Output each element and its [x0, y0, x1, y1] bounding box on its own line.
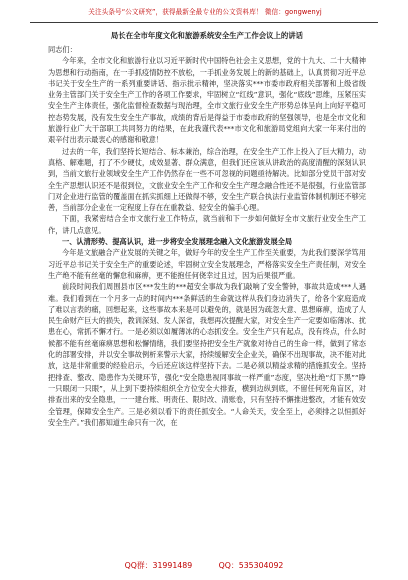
header-divider — [30, 22, 378, 23]
document-body — [48, 24, 366, 428]
contact-footer — [0, 560, 408, 571]
paragraph: 今年是文旅融合产业发展的关键之年，做好今年的安全生产工作至关重要，为此我们要深学笃用习近平总书记关于安全生产的重要论述，牢固树立安全发展理念，严格落实安全生产责任制，对安全生产绝不能有丝毫的懈怠和麻痹，更不能抱任何侥幸过且过，因为后果很严重。 — [48, 248, 366, 280]
document-title: 局长在全市年度文化和旅游系统安全生产工作会议上的讲话 — [110, 31, 304, 40]
paragraph: 今年来，全市文化和旅游行业以习近平新时代中国特色社会主义思想，党的十九大、二十大精神为思想和行动指南，在一手抓疫情防控不放松，一手抓业务发展上的新的基础上，认真贯彻习近平总书记关于安全生产的一系列重要讲话、指示批示精神，坚决落实***市委市政府相关部署和上级省级业务主管部门关于安全生产工作的各项工作要求，牢固树立“红线”意识，强化“底线”思维，压紧压实安全生产主体责任，强化监督检查数据与现治理，全市文旅行业安全生产形势总体呈向上向好平稳可控态势发展，没有发生安全生产事故，成绩的背后是得益于市委市政府的坚强领导，也是全市文化和旅游行业广大干部职工共同努力的结果，在此我谨代表***市文化和旅游局党组向大家一年来付出的艰辛付出表示最衷心的感谢和敬意！ — [48, 56, 366, 145]
qq-number-text: QQ：535304092 — [218, 561, 284, 570]
section-heading: 一、认清形势、提高认识，进一步将安全发展理念融入文化旅游发展全局 — [62, 237, 293, 247]
salutation: 同志们： — [48, 45, 77, 54]
paragraph: 前段时间我们周围县市区***发生的***超安全事故为我们敲响了安全警钟，事故共造成***人遇难。我们看到在一个月多一点的时间内***条鲜活的生命就这样从我们身边消失了，给各个家庭造成了难以言表的痛，回想起来，这些事故本来是可以避免的，就是因为疏忽大意、思想麻痹，造成了人民生命财产巨大的损失，教训深刻、发人深省，我想再次提醒大家，对安全生产一定要如临薄冰、扰患在心，常抓不懈才行。一是必须以如履薄冰的心态抓安全。安全生产只有起点，没有终点，什么时候都不能有丝毫麻痹思想和松懈情绪，我们要坚持把安全生产就象对待自己的生命一样，做到了常态化的部署安排，并以安全事故例析来警示大家，持续缓解安全企业关，确保不出现事故，决不能对此放，这是非常重要的经验启示，今后还应该这样坚持下去。二是必须以精益求精的措施抓安全。坚持把排查、整改、隐患作为关键环节，强化“安全隐患视同事故一样严重”态度，坚决杜绝“灯下黑”“睁一只眼闭一只眼”，从上到下要持续组织全方位安全大排查，横到边纵到底，不留任何死角盲区，对排查出来的安全隐患，一一建台账、明责任、限时改、清账卷，只有坚持不懈推进整改，才能有效安全管理，保障安全生产。三是必须以看下的责任抓安全。“人命关天，安全至上，必须排之以恒抓好安全生产。”我们都知道生命只有一次，在 — [48, 282, 366, 427]
qq-group-text: QQ群：31991489 — [124, 561, 193, 570]
promo-banner: 关注头条号“公文研究”，获得最新全最专业的公文资料库！ 微信：gongwenyj — [88, 8, 322, 16]
paragraph: 过去的一年，我们坚持长短结合、标本兼治，综合治理，在安全生产工作上投入了巨大精力，动真格、解难题，打了不少硬仗，成效显著、群众满意，但我们还应该从讲政治的高度清醒的深刻认识到，当前文旅行业领域安全生产工作仍然存在一些不可忽视的问题亟待解决。比如部分党员干部对安全生产思想认识还不是很到位，文旅业安全生产工作和安全生产理念融合性还不是很强，行业监管部门对企业进行监管的覆盖面在抓实抓细上还做得不够，安全生产联合执法行业监管体制机制还不够完善，当前部分企业在一定程度上存在在重教益、轻安全的偏手心理。 — [48, 146, 366, 213]
paragraph: 下面，我紧密结合全市文旅行业工作特点，就当前和下一步如何做好全市文旅行业安全生产工作，讲几点意见。 — [48, 214, 366, 235]
